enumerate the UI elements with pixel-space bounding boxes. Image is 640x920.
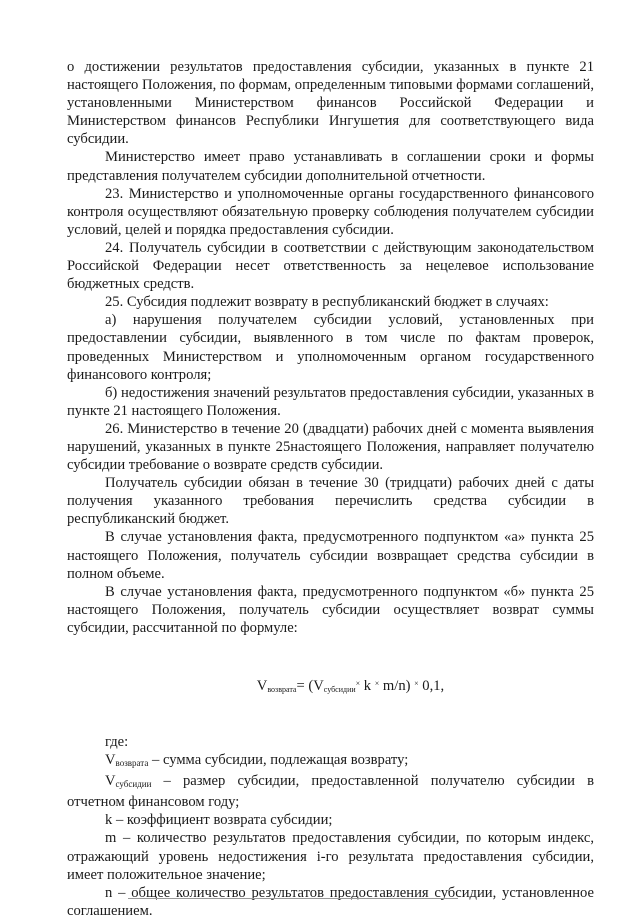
formula-tail: 0,1,: [418, 678, 445, 694]
where-label: где:: [105, 734, 129, 750]
formula-times-2: ×: [374, 679, 380, 688]
def-text: – сумма субсидии, подлежащая возврату;: [148, 752, 409, 769]
formula-sub-subsidy: субсидии: [323, 685, 356, 694]
formula-mn: m/n): [379, 678, 415, 694]
formula-times-3: ×: [414, 679, 419, 688]
def-symbol: V: [105, 752, 116, 769]
paragraph-partial-refund: В случае установления факта, предусмотренного подпунктом «б» пункта 25 настоящего Положения, получатель субсидии осуществляет возврат суммы субсидии, рассчитанной по формуле:: [67, 583, 594, 636]
paragraph-item-25-a: а) нарушения получателем субсидии условий, установленных при предоставлении субсидии, выявленного в том числе по фактам проверок, проведенных Министерством и уполномоченным органом государственного финансового контроля;: [67, 312, 594, 383]
paragraph-refund-deadline: Получатель субсидии обязан в течение 30 (тридцати) рабочих дней с даты получения указанного требования перечислить средства субсидии в республиканский бюджет.: [67, 475, 594, 528]
def-subscript: возврата: [115, 758, 149, 769]
def-text: – размер субсидии, предоставленной получателю субсидии в отчетном финансовом году;: [67, 773, 594, 811]
paragraph-full-refund: В случае установления факта, предусмотренного подпунктом «а» пункта 25 настоящего Положения, получатель субсидии возвращает средства субсидии в полном объеме.: [67, 529, 594, 582]
paragraph-item-26: 26. Министерство в течение 20 (двадцати) рабочих дней с момента выявления нарушений, указанных в пункте 25настоящего Положения, направляет получателю субсидии требование о возврате средств субсидии.: [67, 420, 594, 474]
formula-times-1: ×: [355, 679, 361, 688]
def-subscript: субсидии: [115, 779, 152, 790]
paragraph-item-23: 23. Министерство и уполномоченные органы государственного финансового контроля осуществляют обязательную проверку соблюдения получателем субсидии условий, целей и порядка предоставления субсидии.: [67, 185, 594, 238]
formula-k: k: [360, 678, 375, 694]
bottom-scan-line: [128, 898, 458, 899]
paragraph-reporting-forms: о достижении результатов предоставления субсидии, указанных в пункте 21 настоящего Положения, по формам, определенным типовыми формами соглашений, установленными Министерством финансов Российской Федерации и Министерством финансов Республики Ингушетия для соответствующего вида субсидии.: [67, 59, 594, 148]
definition-m: m – количество результатов предоставления субсидии, по которым индекс, отражающий уровень недостижения i-го результата предоставления субсидии, имеет положительное значение;: [67, 830, 594, 883]
formula-eq: = (V: [296, 678, 324, 694]
definition-v-refund: [67, 751, 594, 772]
paragraph-item-25-b: б) недостижения значений результатов предоставления субсидии, указанных в пункте 21 настоящего Положения.: [67, 384, 594, 419]
paragraph-additional-reporting: Министерство имеет право устанавливать в соглашении сроки и формы представления получателем субсидии дополнительной отчетности.: [67, 149, 594, 184]
formula-v: V: [256, 678, 268, 694]
definition-k: k – коэффициент возврата субсидии;: [105, 812, 333, 829]
def-symbol: V: [105, 773, 116, 790]
definition-n: n – общее количество результатов предоставления субсидии, установленное соглашением.: [67, 884, 594, 919]
refund-formula: [67, 675, 594, 699]
formula-sub-refund: возврата: [267, 685, 297, 694]
paragraph-item-24: 24. Получатель субсидии в соответствии с действующим законодательством Российской Федерации несет ответственность за нецелевое использование бюджетных средств.: [67, 239, 594, 293]
paragraph-item-25: 25. Субсидия подлежит возврату в республиканский бюджет в случаях:: [105, 294, 549, 311]
definition-v-subsidy: [67, 772, 594, 811]
